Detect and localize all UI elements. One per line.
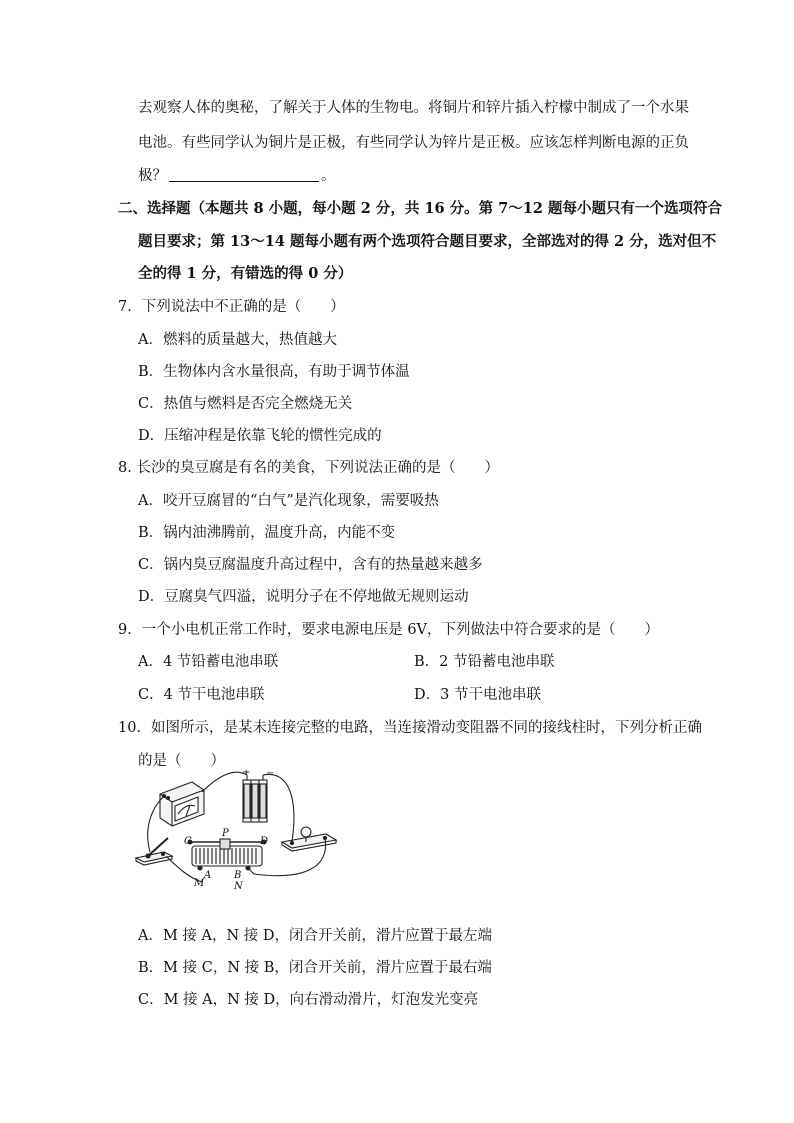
terminal-c-label: C	[184, 836, 192, 847]
wire	[263, 774, 294, 842]
answer-blank[interactable]	[169, 167, 319, 182]
terminal-a-label: A	[204, 870, 212, 881]
q10-option-b[interactable]: B．M 接 C，N 接 B，闭合开关前，滑片应置于最右端	[138, 960, 492, 976]
q10-option-a[interactable]: A．M 接 A，N 接 D，闭合开关前，滑片应置于最左端	[138, 928, 493, 944]
circuit-figure	[130, 770, 350, 890]
q7-option-b[interactable]: B．生物体内含水量很高，有助于调节体温	[138, 364, 410, 380]
wire-n-label: N	[234, 881, 243, 890]
q8-option-a[interactable]: A．咬开豆腐冒的“白气”是汽化现象，需要吸热	[138, 493, 439, 509]
bulb-icon	[282, 827, 336, 851]
q9-stem: 9．一个小电机正常工作时，要求电源电压是 6V，下列做法中符合要求的是（ ）	[118, 622, 660, 638]
switch-icon	[136, 838, 172, 865]
intro-line-3	[138, 166, 336, 186]
battery-icon	[243, 775, 267, 822]
section2-line-1: 二、选择题（本题共 8 小题，每小题 2 分，共 16 分。第 7～12 题每小题只有一个选项符合	[118, 200, 723, 217]
q9-option-a[interactable]: A．4 节铅蓄电池串联	[138, 654, 279, 670]
q7-option-d[interactable]: D．压缩冲程是依靠飞轮的惯性完成的	[138, 428, 382, 444]
section2-line-2: 题目要求；第 13～14 题每小题有两个选项符合题目要求，全部选对的得 2 分，选对但不	[138, 233, 717, 250]
q9-option-c[interactable]: C．4 节干电池串联	[138, 687, 265, 703]
battery-plus-label: +	[242, 770, 251, 778]
q7-stem: 7．下列说法中不正确的是（ ）	[118, 299, 345, 315]
terminal-b-label: B	[234, 870, 242, 881]
intro-line-2: 电池。有些同学认为铜片是正极，有些同学认为锌片是正极。应该怎样判断电源的正负	[138, 135, 689, 151]
intro-line-1: 去观察人体的奥秘，了解关于人体的生物电。将铜片和锌片插入柠檬中制成了一个水果	[138, 100, 689, 116]
battery-minus-label: −	[266, 770, 275, 779]
q10-option-c[interactable]: C．M 接 A，N 接 D，向右滑动滑片，灯泡发光变亮	[138, 992, 479, 1008]
terminal-d-label: D	[260, 836, 269, 847]
slider-p-label: P	[222, 828, 229, 839]
rheostat-icon	[188, 839, 266, 870]
q9-option-b[interactable]: B．2 节铅蓄电池串联	[414, 654, 555, 670]
intro-line-3-prefix: 极？	[138, 168, 167, 184]
q8-option-b[interactable]: B．锅内油沸腾前，温度升高，内能不变	[138, 525, 396, 541]
q7-option-a[interactable]: A．燃料的质量越大，热值越大	[138, 332, 337, 348]
q10-stem-line-1: 10．如图所示，是某未连接完整的电路，当连接滑动变阻器不同的接线柱时，下列分析正确	[118, 720, 702, 736]
q8-stem: 8. 长沙的臭豆腐是有名的美食，下列说法正确的是（ ）	[118, 460, 499, 476]
ammeter-icon	[160, 782, 204, 826]
wire	[202, 772, 247, 792]
q7-option-c[interactable]: C．热值与燃料是否完全燃烧无关	[138, 396, 353, 412]
q8-option-d[interactable]: D．豆腐臭气四溢，说明分子在不停地做无规则运动	[138, 589, 469, 605]
intro-line-3-suffix: 。	[321, 168, 336, 184]
q10-stem-line-2: 的是（ ）	[138, 753, 225, 769]
wire-m-label: M	[194, 878, 205, 889]
q8-option-c[interactable]: C．锅内臭豆腐温度升高过程中，含有的热量越来越多	[138, 557, 483, 573]
section2-line-3: 全的得 1 分，有错选的得 0 分）	[138, 265, 353, 282]
q9-option-d[interactable]: D．3 节干电池串联	[414, 687, 541, 703]
